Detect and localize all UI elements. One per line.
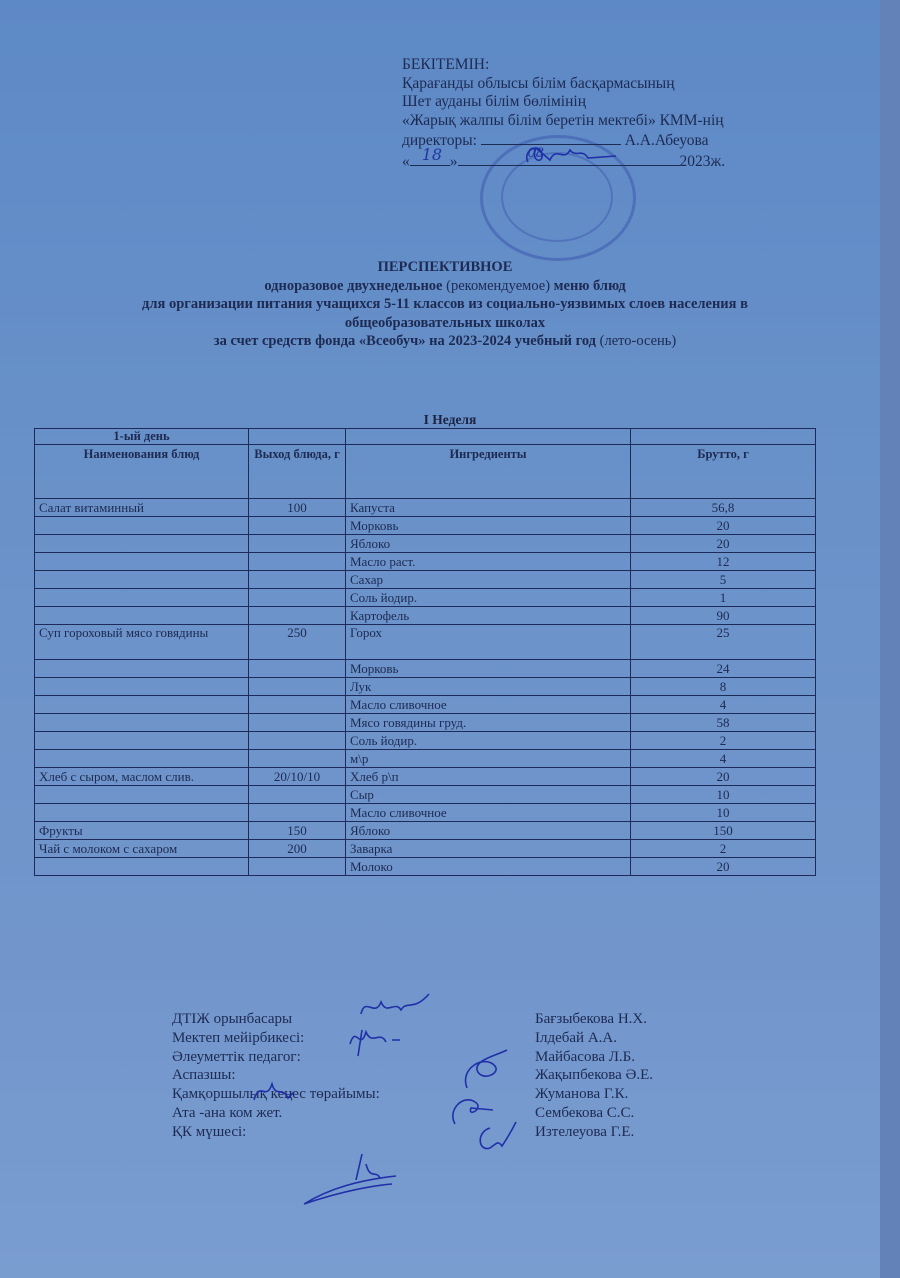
dish-cell: Хлеб с сыром, маслом слив. — [35, 768, 249, 786]
title-line-3: для организации питания учащихся 5-11 классов из социально-уязвимых слоев населения в — [142, 296, 748, 312]
signatory-name: Бағзыбекова Н.Х. — [535, 1011, 648, 1027]
table-row — [35, 571, 816, 589]
signatory-role: ДТІЖ орынбасары — [172, 1011, 293, 1027]
ingredient-cell: Мясо говядины груд. — [346, 714, 631, 732]
yield-cell — [249, 553, 346, 571]
gross-cell: 25 — [631, 625, 816, 660]
dish-cell — [35, 804, 249, 822]
gross-cell: 10 — [631, 786, 816, 804]
director-label: директоры: — [402, 132, 477, 150]
yield-cell: 250 — [249, 625, 346, 660]
yield-cell — [249, 678, 346, 696]
dish-cell — [35, 732, 249, 750]
date-quote-open: « — [402, 152, 410, 170]
table-row — [35, 696, 816, 714]
day-label: 1-ый день — [35, 429, 249, 445]
signatory-name: Изтелеуова Г.Е. — [535, 1123, 635, 1140]
header-ingredients: Ингредиенты — [346, 445, 631, 499]
table-row — [35, 553, 816, 571]
header-row — [35, 445, 816, 499]
signature-1 — [355, 992, 435, 1020]
table-row — [35, 678, 816, 696]
table-row — [35, 535, 816, 553]
gross-cell: 2 — [631, 840, 816, 858]
approval-heading: БЕКІТЕМІН: — [402, 56, 490, 73]
yield-cell — [249, 714, 346, 732]
table-row — [35, 858, 816, 876]
gross-cell: 8 — [631, 678, 816, 696]
yield-cell — [249, 804, 346, 822]
approval-line-2: Шет ауданы білім бөлімінің — [402, 93, 586, 111]
ingredient-cell: Картофель — [346, 607, 631, 625]
document-title — [40, 258, 850, 351]
yield-cell — [249, 589, 346, 607]
signature-7 — [300, 1150, 410, 1210]
gross-cell: 20 — [631, 517, 816, 535]
menu-table — [34, 428, 816, 876]
date-day: 18 — [421, 144, 443, 164]
dish-cell — [35, 696, 249, 714]
gross-cell: 5 — [631, 571, 816, 589]
gross-cell: 150 — [631, 822, 816, 840]
gross-cell: 20 — [631, 768, 816, 786]
table-row — [35, 714, 816, 732]
table-row — [35, 517, 816, 535]
dish-cell — [35, 589, 249, 607]
dish-cell — [35, 660, 249, 678]
gross-cell: 12 — [631, 553, 816, 571]
gross-cell: 2 — [631, 732, 816, 750]
title-line-5 — [40, 332, 850, 351]
dish-cell: Суп гороховый мясо говядины — [35, 625, 249, 660]
ingredient-cell: м\р — [346, 750, 631, 768]
ingredient-cell: Масло сливочное — [346, 804, 631, 822]
yield-cell: 150 — [249, 822, 346, 840]
ingredient-cell: Яблоко — [346, 535, 631, 553]
table-row — [35, 822, 816, 840]
ingredient-cell: Сахар — [346, 571, 631, 589]
ingredient-cell: Соль йодир. — [346, 732, 631, 750]
ingredient-cell: Сыр — [346, 786, 631, 804]
dish-cell — [35, 571, 249, 589]
title-line-4: общеобразовательных школах — [344, 314, 546, 331]
dish-cell — [35, 678, 249, 696]
dish-cell — [35, 786, 249, 804]
signatory-role: Ата -ана ком жет. — [172, 1104, 283, 1121]
table-row — [35, 607, 816, 625]
title-line-1: ПЕРСПЕКТИВНОЕ — [377, 259, 513, 275]
date-year: 2023ж. — [679, 152, 726, 170]
signatory-role: Әлеуметтік педагог: — [172, 1048, 301, 1065]
ingredient-cell: Капуста — [346, 499, 631, 517]
yield-cell — [249, 607, 346, 625]
header-gross: Брутто, г — [631, 445, 816, 499]
ingredient-cell: Соль йодир. — [346, 589, 631, 607]
signatory-name: Сембекова С.С. — [535, 1104, 635, 1121]
signatory-name: Майбасова Л.Б. — [535, 1048, 636, 1065]
table-row — [35, 589, 816, 607]
gross-cell: 4 — [631, 696, 816, 714]
table-row — [35, 499, 816, 517]
yield-cell: 20/10/10 — [249, 768, 346, 786]
yield-cell: 200 — [249, 840, 346, 858]
dish-cell: Фрукты — [35, 822, 249, 840]
gross-cell: 20 — [631, 858, 816, 876]
title-line-2 — [40, 277, 850, 296]
table-row — [35, 660, 816, 678]
yield-cell — [249, 535, 346, 553]
signatory-name: Жақыпбекова Ә.Е. — [535, 1067, 654, 1084]
header-yield: Выход блюда, г — [249, 445, 346, 499]
table-row — [35, 768, 816, 786]
menu-body — [35, 499, 816, 876]
gross-cell: 24 — [631, 660, 816, 678]
table-row — [35, 804, 816, 822]
gross-cell: 56,8 — [631, 499, 816, 517]
gross-cell: 4 — [631, 750, 816, 768]
gross-cell: 58 — [631, 714, 816, 732]
signature-2 — [342, 1022, 422, 1058]
header-blank-2 — [346, 429, 631, 445]
header-dish: Наименования блюд — [35, 445, 249, 499]
table-row — [35, 786, 816, 804]
table-row — [35, 732, 816, 750]
table-row — [35, 750, 816, 768]
dish-cell — [35, 517, 249, 535]
dish-cell — [35, 750, 249, 768]
title-line-2b: (рекомендуемое) — [446, 277, 551, 294]
gross-cell: 90 — [631, 607, 816, 625]
director-signature — [520, 140, 620, 170]
ingredient-cell: Заварка — [346, 840, 631, 858]
ingredient-cell: Морковь — [346, 660, 631, 678]
title-line-5b: (лето-осень) — [599, 333, 677, 349]
signature-6 — [470, 1118, 520, 1158]
title-line-2a: одноразовое двухнедельное — [264, 277, 443, 294]
signatory-name: Ілдебай А.А. — [535, 1029, 618, 1046]
ingredient-cell: Хлеб р\п — [346, 768, 631, 786]
yield-cell — [249, 571, 346, 589]
signatory-name: Жуманова Г.К. — [535, 1086, 629, 1103]
date-quote-close: » — [449, 152, 458, 170]
approval-line-1: Қарағанды облысы білім басқармасының — [402, 74, 675, 92]
gross-cell: 10 — [631, 804, 816, 822]
dish-cell — [35, 553, 249, 571]
signatory-role: ҚК мүшесі: — [172, 1123, 247, 1140]
signatory-names — [535, 1010, 653, 1142]
date-day-line — [410, 144, 450, 166]
ingredient-cell: Морковь — [346, 517, 631, 535]
signatory-role: Қамқоршылық кеңес төрайымы: — [172, 1086, 380, 1103]
ingredient-cell: Лук — [346, 678, 631, 696]
ingredient-cell: Горох — [346, 625, 631, 660]
dish-cell — [35, 714, 249, 732]
approval-line-3: «Жарық жалпы білім беретін мектебі» КММ-нің — [402, 111, 724, 129]
yield-cell — [249, 750, 346, 768]
ingredient-cell: Молоко — [346, 858, 631, 876]
dish-cell — [35, 535, 249, 553]
yield-cell — [249, 786, 346, 804]
yield-cell: 100 — [249, 499, 346, 517]
signatory-role: Аспазшы: — [172, 1067, 236, 1084]
page-edge — [880, 0, 900, 1278]
title-line-5a: за счет средств фонда «Всеобуч» на 2023-2024 учебный год — [213, 333, 596, 349]
week-label: I Неделя — [423, 412, 477, 427]
ingredient-cell: Яблоко — [346, 822, 631, 840]
dish-cell: Салат витаминный — [35, 499, 249, 517]
table-row — [35, 840, 816, 858]
yield-cell — [249, 732, 346, 750]
table-row — [35, 625, 816, 660]
ingredient-cell: Масло сливочное — [346, 696, 631, 714]
gross-cell: 20 — [631, 535, 816, 553]
yield-cell — [249, 517, 346, 535]
yield-cell — [249, 858, 346, 876]
title-line-2c: меню блюд — [553, 277, 626, 294]
header-blank-1 — [249, 429, 346, 445]
header-blank-3 — [631, 429, 816, 445]
dish-cell: Чай с молоком с сахаром — [35, 840, 249, 858]
day-row — [35, 429, 816, 445]
dish-cell — [35, 607, 249, 625]
signature-3 — [248, 1076, 298, 1106]
director-name: А.А.Абеуова — [624, 132, 709, 150]
yield-cell — [249, 696, 346, 714]
ingredient-cell: Масло раст. — [346, 553, 631, 571]
gross-cell: 1 — [631, 589, 816, 607]
dish-cell — [35, 858, 249, 876]
date-month: 08 — [527, 145, 545, 161]
signatory-role: Мектеп мейірбикесі: — [172, 1029, 305, 1046]
yield-cell — [249, 660, 346, 678]
